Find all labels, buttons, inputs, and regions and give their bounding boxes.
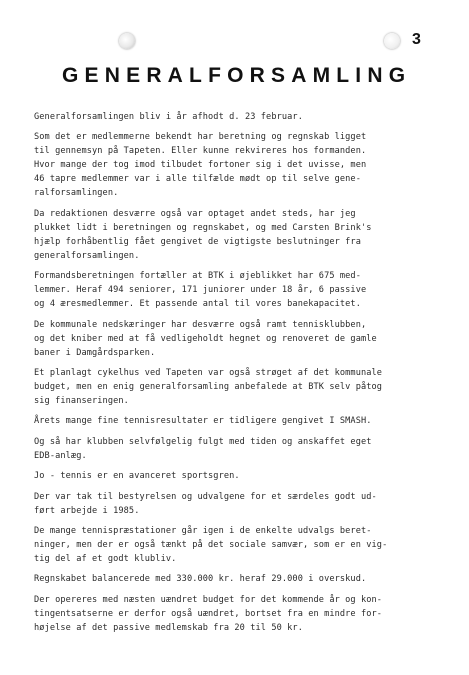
text-line: Et planlagt cykelhus ved Tapeten var også strøget af det kommunale xyxy=(34,367,383,378)
text-line: Der opereres med næsten uændret budget for det kommende år og kon- xyxy=(34,594,383,605)
text-line: De kommunale nedskæringer har desværre også ramt tennisklubben, xyxy=(34,319,367,330)
text-line: ført arbejde i 1985. xyxy=(34,505,140,516)
text-line: lemmer. Heraf 494 seniorer, 171 juniorer under 18 år, 6 passive xyxy=(34,285,367,296)
text-line: hjælp forhåbentlig fået gengivet de vigtigste beslutninger fra xyxy=(34,236,361,247)
text-line: Regnskabet balancerede med 330.000 kr. heraf 29.000 i overskud. xyxy=(34,574,367,585)
paragraph xyxy=(34,414,464,428)
text-line: ralforsamlingen. xyxy=(34,188,119,199)
text-line: og det kniber med at få vedligeholdt hegnet og renoveret de gamle xyxy=(34,333,377,344)
text-line: sig finanseringen. xyxy=(34,395,129,406)
text-line: tig del af et godt klubliv. xyxy=(34,553,177,564)
text-line: og 4 æresmedlemmer. Et passende antal til vores banekapacitet. xyxy=(34,299,361,310)
text-line: generalforsamlingen. xyxy=(34,250,140,261)
paragraph xyxy=(34,490,464,518)
paragraph xyxy=(34,269,464,311)
text-line: budget, men en enig generalforsamling anbefalede at BTK selv påtog xyxy=(34,381,383,392)
text-line: EDB-anlæg. xyxy=(34,450,87,461)
page-number: 3 xyxy=(412,31,421,48)
text-line: Årets mange fine tennisresultater er tidligere gengivet I SMASH. xyxy=(34,416,372,427)
paragraph xyxy=(34,572,464,586)
text-line: plukket lidt i beretningen og regnskabet, og med Carsten Brink's xyxy=(34,222,372,233)
text-line: Som det er medlemmerne bekendt har beretning og regnskab ligget xyxy=(34,132,367,143)
text-line: Generalforsamlingen bliv i år afhodt d. 23 februar. xyxy=(34,112,303,122)
punch-hole-left xyxy=(119,33,135,49)
page-title: GENERALFORSAMLING xyxy=(62,64,412,87)
text-line: Hvor mange der tog imod tilbudet fortoner sig i det uvisse, men xyxy=(34,160,367,171)
text-line: højelse af det passive medlemskab fra 20 til 50 kr. xyxy=(34,622,303,633)
text-line: Der var tak til bestyrelsen og udvalgene for et særdeles godt ud- xyxy=(34,491,377,502)
article-body xyxy=(34,110,464,641)
text-line: Og så har klubben selvfølgelig fulgt med tiden og anskaffet eget xyxy=(34,436,372,447)
text-line: Da redaktionen desværre også var optaget andet steds, har jeg xyxy=(34,208,356,219)
paragraph xyxy=(34,207,464,263)
text-line: tingentsatserne er derfor også uændret, bortset fra en mindre for- xyxy=(34,608,383,619)
paragraph xyxy=(34,110,464,124)
paragraph xyxy=(34,593,464,635)
paragraph xyxy=(34,524,464,566)
text-line: til gennemsyn på Tapeten. Eller kunne rekvireres hos formanden. xyxy=(34,146,367,157)
paragraph xyxy=(34,469,464,483)
punch-hole-right xyxy=(384,33,400,49)
text-line: Formandsberetningen fortæller at BTK i øjeblikket har 675 med- xyxy=(34,271,361,282)
text-line: 46 tapre medlemmer var i alle tilfælde mødt op til selve gene- xyxy=(34,174,361,185)
text-line: De mange tennispræstationer går igen i de enkelte udvalgs beret- xyxy=(34,525,372,536)
paragraph xyxy=(34,366,464,408)
text-line: Jo - tennis er en avanceret sportsgren. xyxy=(34,471,240,482)
paragraph xyxy=(34,435,464,463)
paragraph xyxy=(34,318,464,360)
paragraph xyxy=(34,130,464,200)
text-line: baner i Damgårdsparken. xyxy=(34,347,156,358)
text-line: ninger, men der er også tænkt på det sociale samvær, som er en vig- xyxy=(34,539,388,550)
